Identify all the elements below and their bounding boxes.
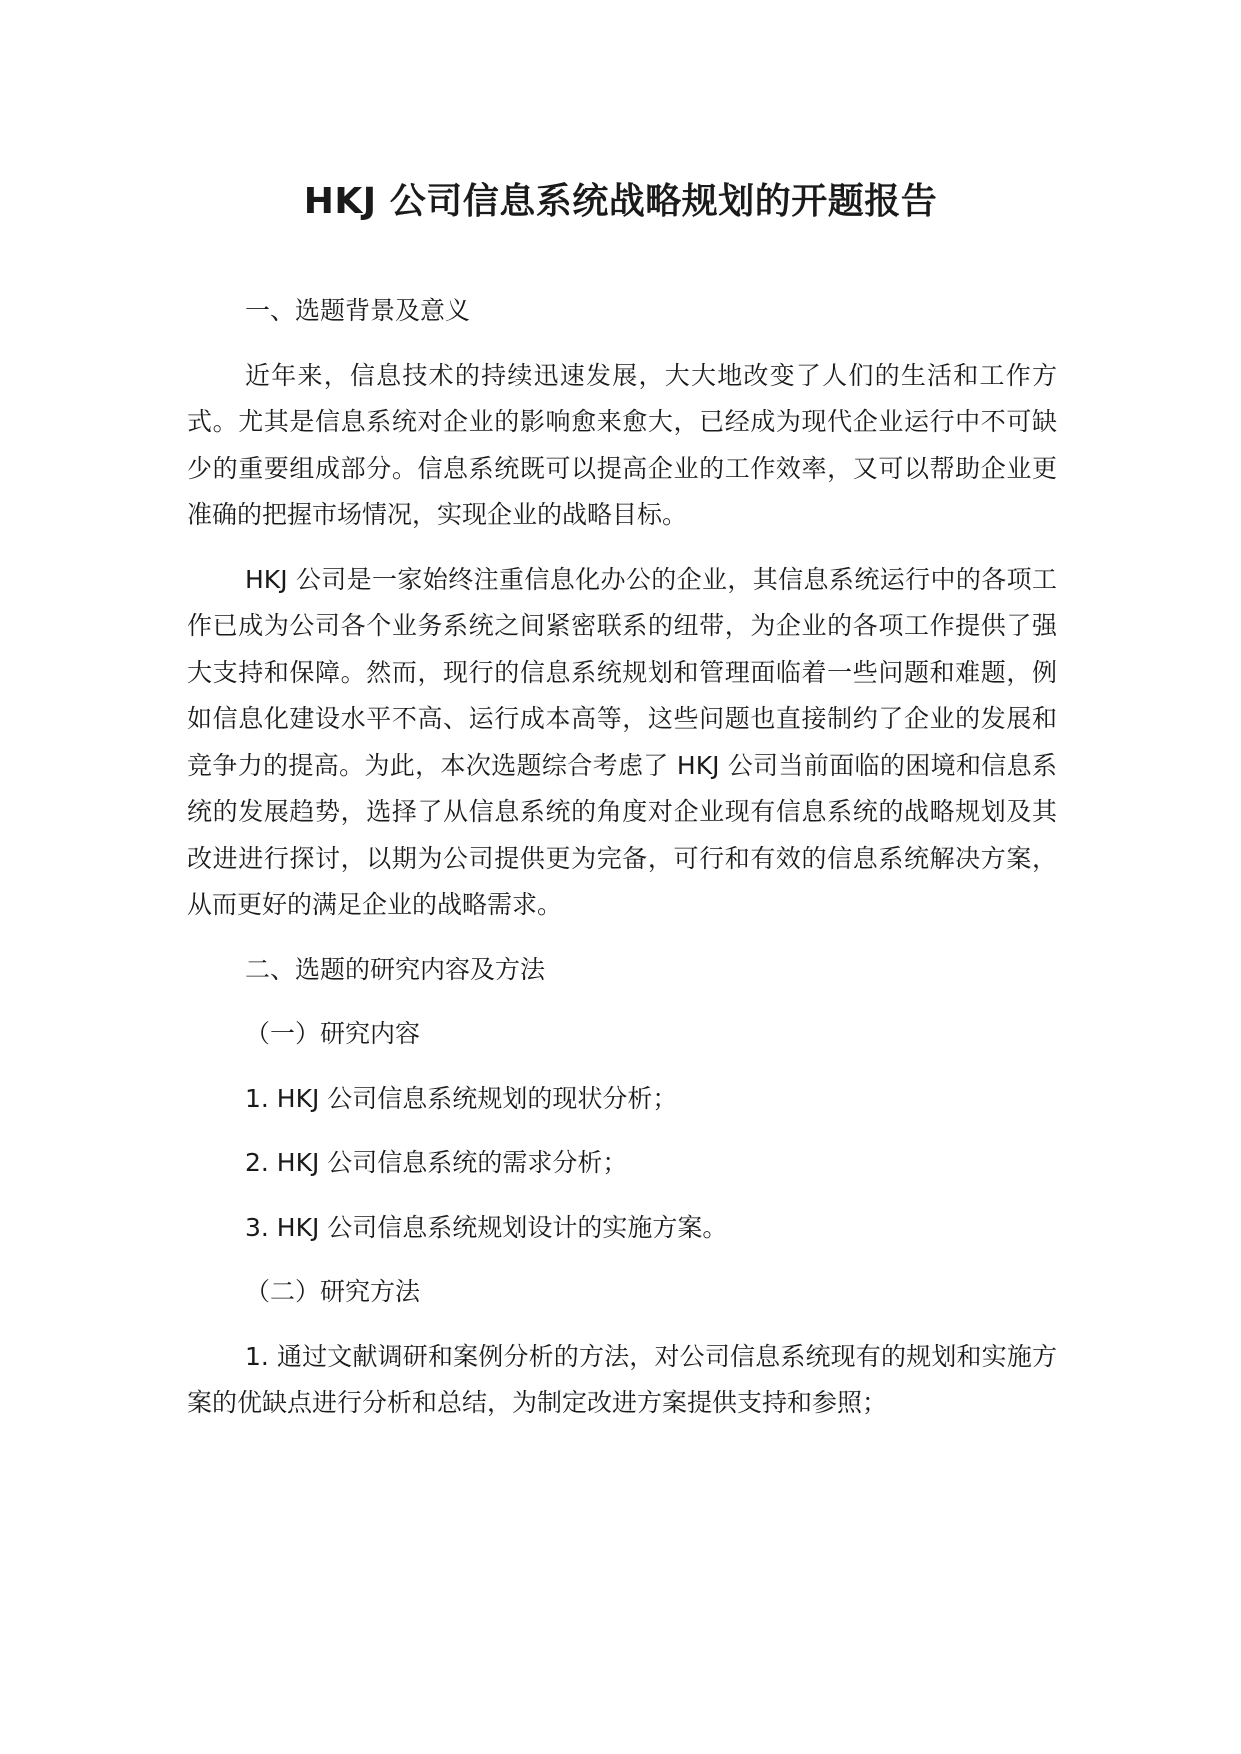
subsection-heading-content: （一）研究内容 bbox=[245, 1019, 421, 1048]
document-body bbox=[187, 288, 1057, 1427]
list-item: 3. HKJ 公司信息系统规划设计的实施方案。 bbox=[245, 1212, 728, 1242]
subsection-heading-method: （二）研究方法 bbox=[245, 1277, 421, 1306]
paragraph-background-2: HKJ 公司是一家始终注重信息化办公的企业，其信息系统运行中的各项工作已成为公司各个业务系统之间紧密联系的纽带，为企业的各项工作提供了强大支持和保障。然而，现行的信息系统规划和管理面临着一些问题和难题，例如信息化建设水平不高、运行成本高等，这些问题也直接制约了企业的发展和竞争力的提高。为此，本次选题综合考虑了 HKJ 公司当前面临的困境和信息系统的发展趋势，选择了从信息系统的角度对企业现有信息系统的战略规划及其改进进行探讨，以期为公司提供更为完备，可行和有效的信息系统解决方案，从而更好的满足企业的战略需求。 bbox=[187, 564, 1057, 919]
list-item: 1. HKJ 公司信息系统规划的现状分析； bbox=[245, 1083, 678, 1113]
document-title: HKJ 公司信息系统战略规划的开题报告 bbox=[303, 181, 938, 222]
method-item-1: 1. 通过文献调研和案例分析的方法，对公司信息系统现有的规划和实施方案的优缺点进行分析和总结，为制定改进方案提供支持和参照； bbox=[187, 1341, 1057, 1417]
list-item: 2. HKJ 公司信息系统的需求分析； bbox=[245, 1148, 628, 1177]
section-heading-background: 一、选题背景及意义 bbox=[245, 296, 471, 325]
paragraph-background-1: 近年来，信息技术的持续迅速发展，大大地改变了人们的生活和工作方式。尤其是信息系统对企业的影响愈来愈大，已经成为现代企业运行中不可缺少的重要组成部分。信息系统既可以提高企业的工作效率，又可以帮助企业更准确的把握市场情况，实现企业的战略目标。 bbox=[187, 360, 1057, 529]
section-heading-research: 二、选题的研究内容及方法 bbox=[245, 954, 546, 984]
